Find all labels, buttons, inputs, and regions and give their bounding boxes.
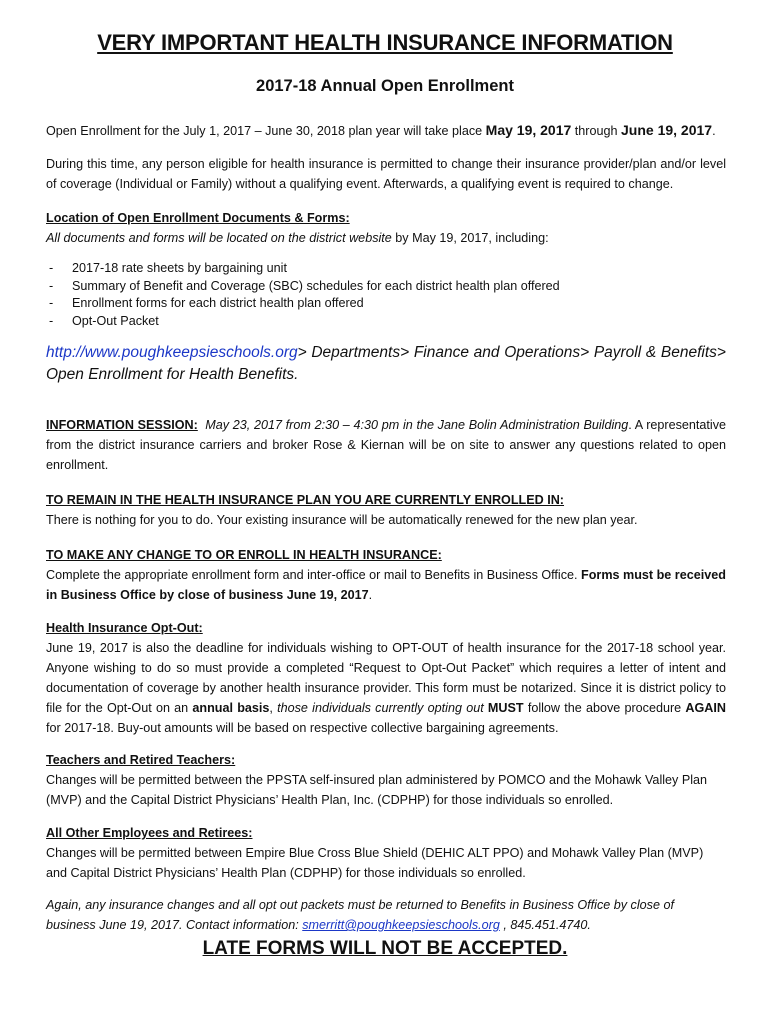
optout-section bbox=[46, 618, 726, 738]
location-heading: Location of Open Enrollment Documents & Forms: bbox=[46, 211, 350, 225]
late-forms-warning: LATE FORMS WILL NOT BE ACCEPTED. bbox=[202, 938, 568, 959]
others-section bbox=[46, 823, 726, 883]
change-text: Complete the appropriate enrollment form and inter-office or mail to Benefits in Business Office. Forms must be received in Business Office by close of business June 19, 2017. bbox=[46, 568, 726, 602]
email-link[interactable]: smerritt@poughkeepsieschools.org bbox=[302, 918, 500, 932]
remain-text: There is nothing for you to do. Your existing insurance will be automatically renewed for the new plan year. bbox=[46, 513, 638, 527]
session-heading: INFORMATION SESSION: bbox=[46, 418, 198, 432]
page-title: VERY IMPORTANT HEALTH INSURANCE INFORMATION bbox=[97, 30, 673, 55]
teachers-text: Changes will be permitted between the PPSTA self-insured plan administered by POMCO and the Mohawk Valley Plan (MVP) and the Capital District Physicians’ Health Plan, Inc. (CDPHP) for those individuals so enrolled. bbox=[46, 773, 708, 807]
change-heading: TO MAKE ANY CHANGE TO OR ENROLL IN HEALTH INSURANCE: bbox=[46, 548, 442, 562]
change-section bbox=[46, 545, 726, 605]
list-item: - Enrollment forms for each district health plan offered bbox=[46, 295, 726, 313]
remain-section bbox=[46, 490, 726, 530]
optout-heading: Health Insurance Opt-Out: bbox=[46, 621, 203, 635]
list-item: - Opt-Out Packet bbox=[46, 313, 726, 331]
remain-heading: TO REMAIN IN THE HEALTH INSURANCE PLAN YOU ARE CURRENTLY ENROLLED IN: bbox=[46, 493, 565, 507]
list-item: - 2017-18 rate sheets by bargaining unit bbox=[46, 260, 726, 278]
intro-paragraph: Open Enrollment for the July 1, 2017 – June 30, 2018 plan year will take place May 19, 2017 through June 19, 2017. bbox=[46, 122, 716, 138]
eligibility-paragraph: During this time, any person eligible for health insurance is permitted to change their insurance provider/plan and/or level of coverage (Individual or Family) without a qualifying event. Afterwards, a qualifying event is required to change. bbox=[46, 157, 726, 191]
list-item: - Summary of Benefit and Coverage (SBC) schedules for each district health plan offered bbox=[46, 278, 726, 296]
page-subtitle: 2017-18 Annual Open Enrollment bbox=[256, 77, 514, 95]
others-text: Changes will be permitted between Empire Blue Cross Blue Shield (DEHIC ALT PPO) and Mohawk Valley Plan (MVP) and Capital District Physicians’ Health Plan (CDPHP) for those individuals so enrolled. bbox=[46, 846, 704, 880]
document-list bbox=[46, 260, 726, 330]
end-date: June 19, 2017 bbox=[621, 122, 713, 138]
website-path: http://www.poughkeepsieschools.org> Departments> Finance and Operations> Payroll & Benefits> Open Enrollment for Health Benefits. bbox=[46, 344, 726, 383]
closing-paragraph: Again, any insurance changes and all opt out packets must be returned to Benefits in Business Office by close of business June 19, 2017. Contact information: smerritt@poughkeepsieschools.org , 845.451.4740. bbox=[46, 898, 674, 932]
optout-text: June 19, 2017 is also the deadline for individuals wishing to OPT-OUT of health insurance for the 2017-18 school year. Anyone wishing to do so must provide a completed “Request to Opt-Out Packet” which requires a letter of intent and documentation of coverage by another health insurance provider. This form must be notarized. Since it is district policy to file for the Opt-Out on an annual basis, those individuals currently opting out MUST follow the above procedure AGAIN for 2017-18. Buy-out amounts will be based on respective collective bargaining agreements. bbox=[46, 641, 726, 735]
location-intro: All documents and forms will be located on the district website by May 19, 2017, including: bbox=[46, 231, 549, 245]
teachers-heading: Teachers and Retired Teachers: bbox=[46, 753, 236, 767]
location-section bbox=[46, 208, 726, 248]
teachers-section bbox=[46, 750, 726, 810]
start-date: May 19, 2017 bbox=[485, 122, 572, 138]
information-session-paragraph: INFORMATION SESSION: May 23, 2017 from 2:30 – 4:30 pm in the Jane Bolin Administration Building. A representative from the district insurance carriers and broker Rose & Kiernan will be on site to answer any questions related to open enrollment. bbox=[46, 418, 727, 472]
others-heading: All Other Employees and Retirees: bbox=[46, 826, 253, 840]
district-website-link[interactable]: http://www.poughkeepsieschools.org bbox=[46, 344, 298, 361]
